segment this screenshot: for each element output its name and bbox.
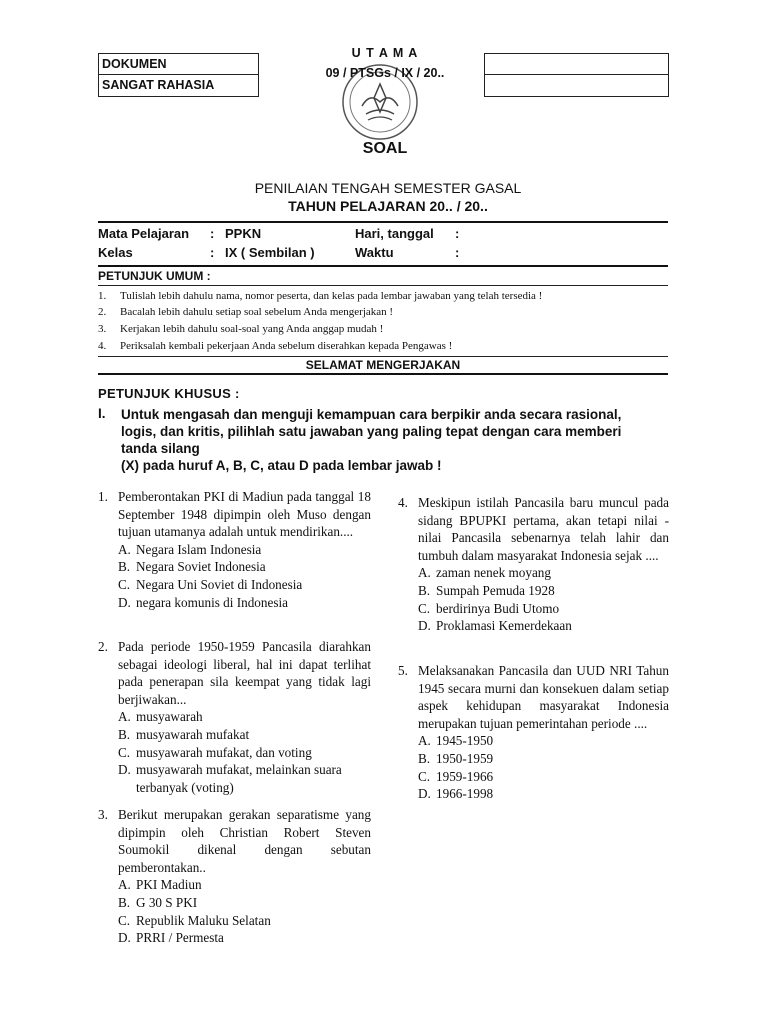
option-a[interactable]: A. zaman nenek moyang: [418, 565, 551, 581]
closing-top-rule: [98, 356, 668, 357]
subject-value: PPKN: [225, 226, 262, 241]
title-divider: [98, 221, 668, 223]
option-b[interactable]: B. 1950-1959: [418, 750, 494, 766]
document-code: 09 / PTSGs / IX / 20..: [325, 66, 445, 80]
option-d[interactable]: D. Proklamasi Kemerdekaan: [418, 618, 572, 634]
option-c[interactable]: C. berdirinya Budi Utomo: [418, 600, 560, 616]
answer-options: [418, 732, 669, 802]
answer-options: [118, 708, 371, 796]
option-d[interactable]: D. negara komunis di Indonesia: [118, 594, 288, 610]
question-2: [98, 638, 371, 796]
question-number: 4.: [398, 495, 408, 510]
general-instructions-underline: [98, 285, 668, 286]
question-1: [98, 488, 371, 611]
section-instruction-tail: (X) pada huruf A, B, C, atau D pada lembar jawab !: [121, 458, 442, 473]
option-c[interactable]: C. musyawarah mufakat, dan voting: [118, 744, 312, 760]
option-b[interactable]: B. Negara Soviet Indonesia: [118, 559, 266, 575]
question-text: Pada periode 1950-1959 Pancasila diarahkan sebagai ideologi liberal, hal ini dapat terlihat pada penerapan sila keempat yang tidak lagi berjiwakan...: [118, 639, 371, 707]
right-box-row-1: [485, 54, 668, 75]
option-d[interactable]: D. musyawarah mufakat, melainkan suara terbanyak (voting): [118, 762, 342, 795]
right-header-box: [484, 53, 669, 97]
class-value: IX ( Sembilan ): [225, 245, 315, 260]
info-divider: [98, 265, 668, 267]
option-b[interactable]: B. G 30 S PKI: [118, 894, 198, 910]
closing-bottom-rule: [98, 373, 668, 375]
question-number: 2.: [98, 639, 108, 654]
date-colon: :: [455, 226, 460, 241]
option-a[interactable]: A. 1945-1950: [418, 733, 494, 749]
general-instructions-heading: PETUNJUK UMUM :: [98, 269, 211, 283]
date-label: Hari, tanggal: [355, 226, 434, 241]
special-instructions-heading: PETUNJUK KHUSUS :: [98, 386, 240, 401]
subject-colon: :: [210, 226, 215, 241]
option-a[interactable]: A. PKI Madiun: [118, 877, 202, 893]
confidential-label: SANGAT RAHASIA: [102, 78, 215, 92]
option-b[interactable]: B. musyawarah mufakat: [118, 726, 250, 742]
closing-message: SELAMAT MENGERJAKAN: [305, 358, 461, 372]
section-instruction: Untuk mengasah dan menguji kemampuan cara berpikir anda secara rasional, logis, dan kritis, pilihlah satu jawaban yang paling tepat dengan cara memberi tanda silang: [121, 407, 622, 456]
soal-heading: SOAL: [362, 140, 408, 157]
option-b[interactable]: B. Sumpah Pemuda 1928: [418, 582, 555, 598]
option-d[interactable]: D. 1966-1998: [418, 786, 494, 802]
option-a[interactable]: A. musyawarah: [118, 709, 203, 725]
question-5: [398, 662, 669, 803]
class-colon: :: [210, 245, 215, 260]
time-label: Waktu: [355, 245, 394, 260]
question-3: [98, 806, 371, 947]
question-number: 5.: [398, 663, 408, 678]
question-text: Meskipun istilah Pancasila baru muncul pada sidang BPUPKI pertama, akan tetapi nilai - nilai Pancasila sebenarnya telah lahir dan tumbuh dalam masyarakat Indonesia sejak ....: [418, 495, 669, 563]
document-classification-box: [98, 53, 259, 97]
utama-label: U T A M A: [351, 46, 419, 60]
question-text: Berikut merupakan gerakan separatisme yang dipimpin oleh Christian Robert Steven Soumokil dikenal dengan sebutan pemberontakan..: [118, 807, 371, 875]
section-number: I.: [98, 406, 106, 421]
question-4: [398, 494, 669, 635]
academic-year: TAHUN PELAJARAN 20.. / 20..: [288, 198, 488, 214]
question-text: Melaksanakan Pancasila dan UUD NRI Tahun 1945 secara murni dan konsekuen dalam setiap aspek kehidupan masyarakat Indonesia merupakan tujuan pemerintahan periode ....: [418, 663, 669, 731]
document-label: DOKUMEN: [99, 54, 258, 75]
exam-title: PENILAIAN TENGAH SEMESTER GASAL: [254, 180, 522, 196]
answer-options: [118, 876, 371, 946]
time-colon: :: [455, 245, 460, 260]
option-a[interactable]: A. Negara Islam Indonesia: [118, 541, 262, 557]
question-text: Pemberontakan PKI di Madiun pada tanggal 18 September 1948 dipimpin oleh Muso dengan tujuan utamanya adalah untuk mendirikan....: [118, 489, 371, 540]
option-c[interactable]: C. Republik Maluku Selatan: [118, 912, 271, 928]
subject-label: Mata Pelajaran: [98, 226, 190, 241]
answer-options: [418, 564, 669, 634]
right-box-row-2: [485, 75, 668, 96]
option-c[interactable]: C. 1959-1966: [418, 768, 494, 784]
option-d[interactable]: D. PRRI / Permesta: [118, 930, 224, 946]
question-number: 3.: [98, 807, 108, 822]
class-label: Kelas: [98, 245, 133, 260]
answer-options: [118, 541, 371, 611]
question-number: 1.: [98, 489, 108, 504]
option-c[interactable]: C. Negara Uni Soviet di Indonesia: [118, 576, 303, 592]
